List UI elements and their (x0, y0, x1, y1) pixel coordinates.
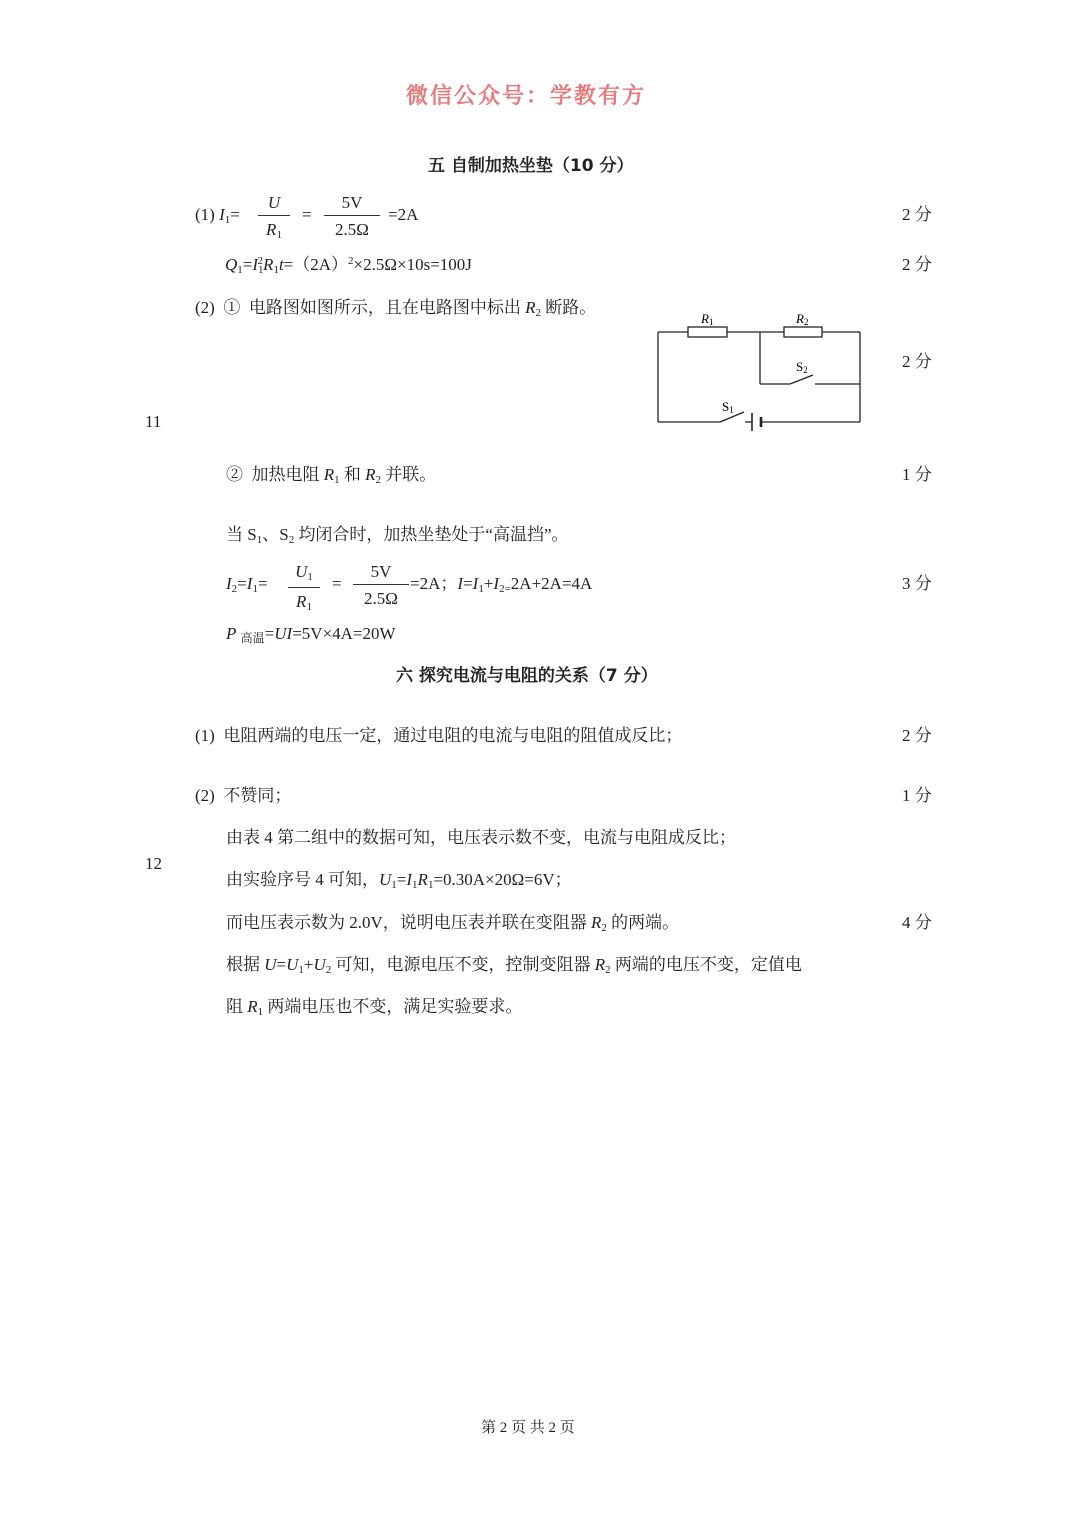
fraction-5v-over-2-5ohm: 5V 2.5Ω (324, 194, 380, 238)
reason-line-4: 根据 $U=U_1+U_2$ 可知，电源电压不变，控制变阻器 $R_2$ 两端的电压不变，定值电 (226, 955, 802, 976)
watermark: 微信公众号：学教有方 (406, 84, 647, 109)
section-six-title: 六 探究电流与电阻的关系（7 分） (396, 666, 658, 686)
high-temp-condition: 当 $S_1$、$S_2$ 均闭合时，加热坐垫处于“高温挡”。 (226, 525, 569, 546)
current-equation-end: =2A；$I=I_1+I_{2=}2A+2A=4A$ (410, 574, 593, 595)
score-q12-part2: 1 分 (902, 786, 932, 805)
reason-line-1: 由表 4 第二组中的数据可知，电压表示数不变，电流与电阻成反比； (226, 828, 736, 847)
label-s1: S1 (722, 399, 734, 415)
score-heat: 2 分 (902, 255, 932, 274)
fraction-u1-over-r1: $U_1$ $R_1$ (288, 563, 320, 613)
resistor-r1 (688, 327, 727, 337)
label-r2: R2 (796, 311, 809, 327)
circuit-diagram (650, 305, 870, 435)
q11-part1-label: (1) $I_1=$ (195, 205, 240, 226)
reason-line-2: 由实验序号 4 可知，$U_1=I_1R_1=0.30A\times 20\Omega=6V$； (226, 870, 572, 891)
score-circuit: 2 分 (902, 352, 932, 371)
resistor-r2 (784, 327, 822, 337)
question-number-12: 12 (145, 854, 162, 873)
heat-equation: $Q_1=I_1^2R_1t=(2A)^2\times 2.5\Omega\times 10s=100J$ (225, 255, 472, 276)
page-footer: 第 2 页 共 2 页 (481, 1420, 575, 1436)
label-r1: R1 (701, 311, 714, 327)
score-q12-part1: 2 分 (902, 726, 932, 745)
part1-result: =2A (388, 205, 419, 224)
q12-part2: (2) 不赞同； (195, 786, 292, 805)
current-equation-start: $I_2=I_1=$ (226, 574, 268, 595)
power-equation: P $_{高温}$=UI=5V×4A=20W (226, 624, 396, 645)
reason-line-3: 而电压表示数为 2.0V，说明电压表并联在变阻器 $R_2$ 的两端。 (226, 913, 680, 934)
score-current: 3 分 (902, 574, 932, 593)
equals-sign: = (302, 205, 312, 224)
q11-part2-text: (2) ① 电路图如图所示，且在电路图中标出 $R_2$ 断路。 (195, 298, 597, 319)
fraction-u-over-r1: U $R_1$ (258, 194, 290, 241)
q12-part1: (1) 电阻两端的电压一定，通过电阻的电流与电阻的阻值成反比； (195, 726, 683, 745)
fraction-5v-over-2-5ohm-2: 5V 2.5Ω (353, 563, 409, 607)
reason-line-5: 阻 $R_1$ 两端电压也不变，满足实验要求。 (226, 997, 523, 1018)
equals-sign-2: = (332, 574, 342, 593)
label-s2: S2 (796, 359, 808, 375)
section-five-title: 五 自制加热坐垫（10 分） (428, 156, 634, 176)
score-part1: 2 分 (902, 205, 932, 224)
parallel-statement: ② 加热电阻 $R_1$ 和 $R_2$ 并联。 (226, 465, 437, 486)
score-q12-reason: 4 分 (902, 913, 932, 932)
question-number-11: 11 (145, 412, 162, 431)
score-parallel: 1 分 (902, 465, 932, 484)
